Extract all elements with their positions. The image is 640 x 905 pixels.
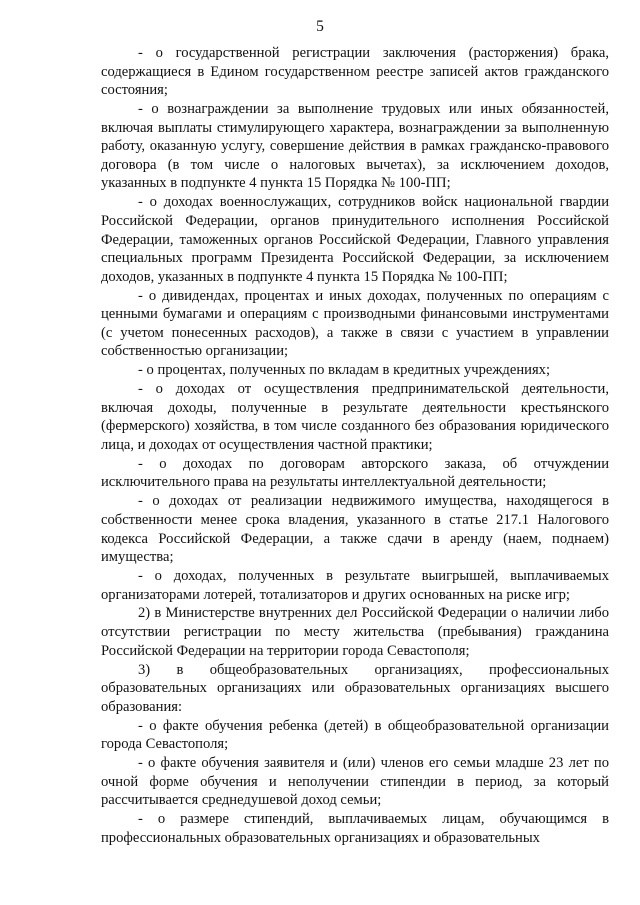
paragraph-child-education: - о факте обучения ребенка (детей) в общеобразовательной организации города Севастополя; bbox=[101, 717, 609, 753]
paragraph-author-contracts: - о доходах по договорам авторского заказа, об отчуждении исключительного права на результаты интеллектуальной деятельности; bbox=[101, 455, 609, 491]
paragraph-business-income: - о доходах от осуществления предпринимательской деятельности, включая доходы, полученные в результате деятельности крестьянского (фермерского) хозяйства, в том числе созданного без образования юридического лица, и доходах от осуществления частной практики; bbox=[101, 381, 609, 453]
paragraph-deposit-interest: - о процентах, полученных по вкладам в кредитных учреждениях; bbox=[138, 362, 551, 379]
paragraph-dividends: - о дивидендах, процентах и иных доходах, полученных по операциям с ценными бумагами и операциям с производными финансовыми инструментами (с учетом понесенных расходов), а также в связи с участием в управлении собственностью организации; bbox=[101, 287, 609, 360]
paragraph-marriage-registration: - о государственной регистрации заключения (расторжения) брака, содержащиеся в Едином государственном реестре записей актов гражданского состояния; bbox=[101, 45, 609, 99]
paragraph-stipends: - о размере стипендий, выплачиваемых лицам, обучающимся в профессиональных образовательных организациях и образовательных bbox=[101, 811, 609, 846]
paragraph-educational-organizations: 3) в общеобразовательных организациях, профессиональных образовательных организациях или образовательных организациях высшего образования: bbox=[101, 661, 609, 715]
document-body bbox=[101, 44, 609, 848]
paragraph-full-time-study: - о факте обучения заявителя и (или) членов его семьи младше 23 лет по очной форме обучения и неполучении стипендии в период, за который рассчитывается среднедушевой доход семьи; bbox=[101, 755, 609, 809]
paragraph-labor-remuneration: - о вознаграждении за выполнение трудовых или иных обязанностей, включая выплаты стимулирующего характера, вознаграждении за выполненную работу, оказанную услугу, совершение действия в рамках гражданско-правового договора (в том числе о налоговых вычетах), за исключением доходов, указанных в подпункте 4 пункта 15 Порядка № 100-ПП; bbox=[101, 101, 609, 192]
page-number: 5 bbox=[316, 18, 324, 35]
paragraph-interior-ministry: 2) в Министерстве внутренних дел Российской Федерации о наличии либо отсутствии регистрации по месту жительства (пребывания) гражданина Российской Федерации на территории города Севастополя; bbox=[101, 605, 609, 659]
paragraph-lottery-winnings: - о доходах, полученных в результате выигрышей, выплачиваемых организаторами лотерей, тотализаторов и других основанных на риске игр; bbox=[101, 568, 609, 603]
paragraph-real-estate: - о доходах от реализации недвижимого имущества, находящегося в собственности менее срока владения, указанного в статье 217.1 Налогового кодекса Российской Федерации, а также сдачи в аренду (наем, поднаем) имущества; bbox=[101, 493, 609, 566]
paragraph-military-income: - о доходах военнослужащих, сотрудников войск национальной гвардии Российской Федерации, органов принудительного исполнения Российской Федерации, таможенных органов Российской Федерации, Главного управления специальных программ Президента Российской Федерации, за исключением доходов, указанных в подпункте 4 пункта 15 Порядка № 100-ПП; bbox=[101, 194, 609, 285]
